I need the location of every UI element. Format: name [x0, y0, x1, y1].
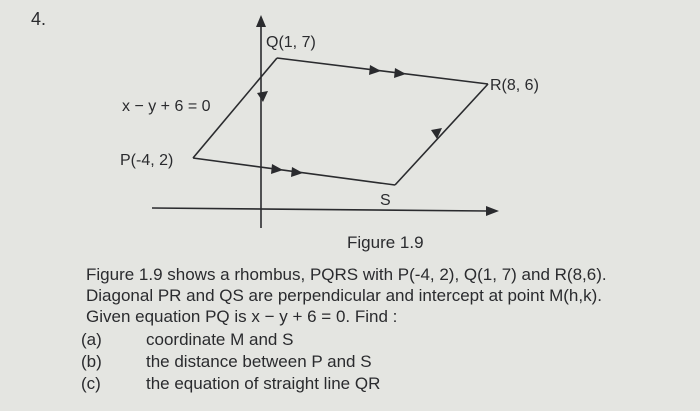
parallel-arrow-pq: [257, 91, 268, 102]
part-c-text: the equation of straight line QR: [146, 374, 381, 393]
paragraph-line-3: Given equation PQ is x − y + 6 = 0. Find :: [86, 307, 398, 326]
side-qr: [277, 58, 488, 84]
part-c-label: (c): [81, 374, 101, 393]
paragraph-line-1: Figure 1.9 shows a rhombus, PQRS with P(-4, 2), Q(1, 7) and R(8,6).: [86, 265, 607, 284]
part-a-label: (a): [81, 330, 102, 349]
question-number: 4.: [31, 9, 47, 29]
part-a-text: coordinate M and S: [146, 330, 294, 349]
point-r-label: R(8, 6): [490, 77, 539, 94]
point-p-label: P(-4, 2): [120, 152, 174, 169]
figure-caption: Figure 1.9: [347, 233, 424, 252]
point-s-label: S: [380, 192, 391, 209]
point-q-label: Q(1, 7): [266, 34, 316, 51]
part-b-label: (b): [81, 352, 102, 371]
line-pq-equation: x − y + 6 = 0: [122, 98, 211, 115]
x-axis: [152, 208, 488, 211]
x-axis-arrowhead: [486, 206, 499, 216]
part-b-text: the distance between P and S: [146, 352, 372, 371]
paragraph-line-2: Diagonal PR and QS are perpendicular and intercept at point M(h,k).: [86, 286, 602, 305]
side-rs: [395, 84, 488, 185]
parallel-arrow-rs: [431, 128, 442, 139]
y-axis-arrowhead: [256, 15, 266, 27]
